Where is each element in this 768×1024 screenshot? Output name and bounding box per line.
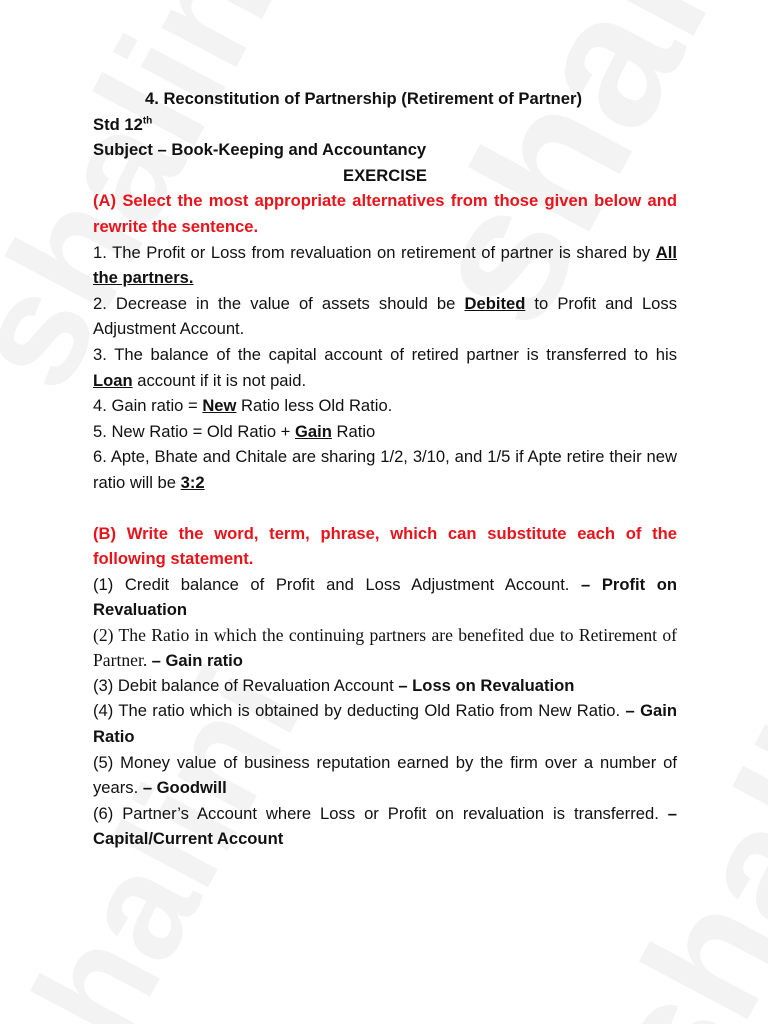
- item-answer: – Loss on Revaluation: [398, 675, 575, 695]
- section-b-heading: (B) Write the word, term, phrase, which can substitute each of the following statement.: [93, 523, 677, 569]
- item-answer: All the partners.: [93, 242, 677, 288]
- item-answer: Loan: [93, 370, 133, 390]
- item-answer: – Gain ratio: [151, 650, 243, 670]
- item-answer: Debited: [464, 293, 526, 313]
- item-answer: – Goodwill: [142, 778, 227, 798]
- document-page: [93, 86, 677, 852]
- section-a-item-1: [93, 240, 677, 291]
- item-answer: Gain: [295, 421, 332, 441]
- section-b-item-1: [93, 572, 677, 623]
- item-question: (5) Money value of business reputation earned by the firm over a number of years.: [93, 752, 677, 798]
- item-answer: – Profit on Revaluation: [93, 574, 677, 620]
- section-a-item-5: [93, 419, 677, 445]
- document-title: 4. Reconstitution of Partnership (Retirement of Partner): [145, 89, 583, 108]
- item-text-after: Ratio: [331, 421, 376, 441]
- item-text: 4. Gain ratio =: [93, 396, 203, 416]
- item-text: 1. The Profit or Loss from revaluation on retirement of partner is shared by: [93, 242, 656, 262]
- item-text: 2. Decrease in the value of assets should be: [93, 293, 465, 313]
- section-a-item-3: [93, 342, 677, 393]
- section-spacer: [93, 496, 677, 521]
- item-text: 3. The balance of the capital account of retired partner is transferred to his: [93, 344, 677, 364]
- std-text: Std 12: [93, 114, 143, 134]
- std-superscript: th: [142, 115, 153, 127]
- item-question: (6) Partner’s Account where Loss or Profit on revaluation is transferred.: [93, 803, 668, 823]
- item-text-after: Ratio less Old Ratio.: [236, 396, 393, 416]
- item-text: 6. Apte, Bhate and Chitale are sharing 1/2, 3/10, and 1/5 if Apte retire their new ratio will be: [93, 447, 677, 492]
- item-text-after: account if it is not paid.: [132, 370, 307, 390]
- subject-line: Subject – Book-Keeping and Accountancy: [93, 140, 427, 160]
- std-line: [93, 112, 677, 138]
- item-question: (4) The ratio which is obtained by deducting Old Ratio from New Ratio.: [93, 701, 626, 721]
- section-a-item-4: [93, 393, 677, 419]
- item-question: (1) Credit balance of Profit and Loss Adjustment Account.: [93, 574, 581, 594]
- item-question: (2) The Ratio in which the continuing partners are benefited due to Retirement of Partner.: [93, 624, 677, 670]
- exercise-heading: EXERCISE: [343, 165, 427, 185]
- item-text-after: to Profit and Loss Adjustment Account.: [93, 293, 678, 339]
- section-a-item-2: [93, 291, 677, 342]
- item-question: (3) Debit balance of Revaluation Account: [93, 675, 399, 695]
- item-answer: 3:2: [180, 472, 205, 492]
- section-b-item-3: [93, 673, 677, 699]
- section-b-item-2: [93, 623, 677, 673]
- section-a-heading: (A) Select the most appropriate alternatives from those given below and rewrite the sentence.: [93, 191, 677, 236]
- section-b-item-5: [93, 750, 677, 801]
- item-answer: – Gain Ratio: [93, 701, 677, 747]
- item-answer: New: [202, 396, 237, 416]
- item-text: 5. New Ratio = Old Ratio +: [93, 421, 295, 441]
- section-b-item-6: [93, 801, 677, 852]
- section-b-item-4: [93, 698, 677, 749]
- section-a-item-6: [93, 444, 677, 495]
- item-answer: – Capital/Current Account: [93, 803, 677, 849]
